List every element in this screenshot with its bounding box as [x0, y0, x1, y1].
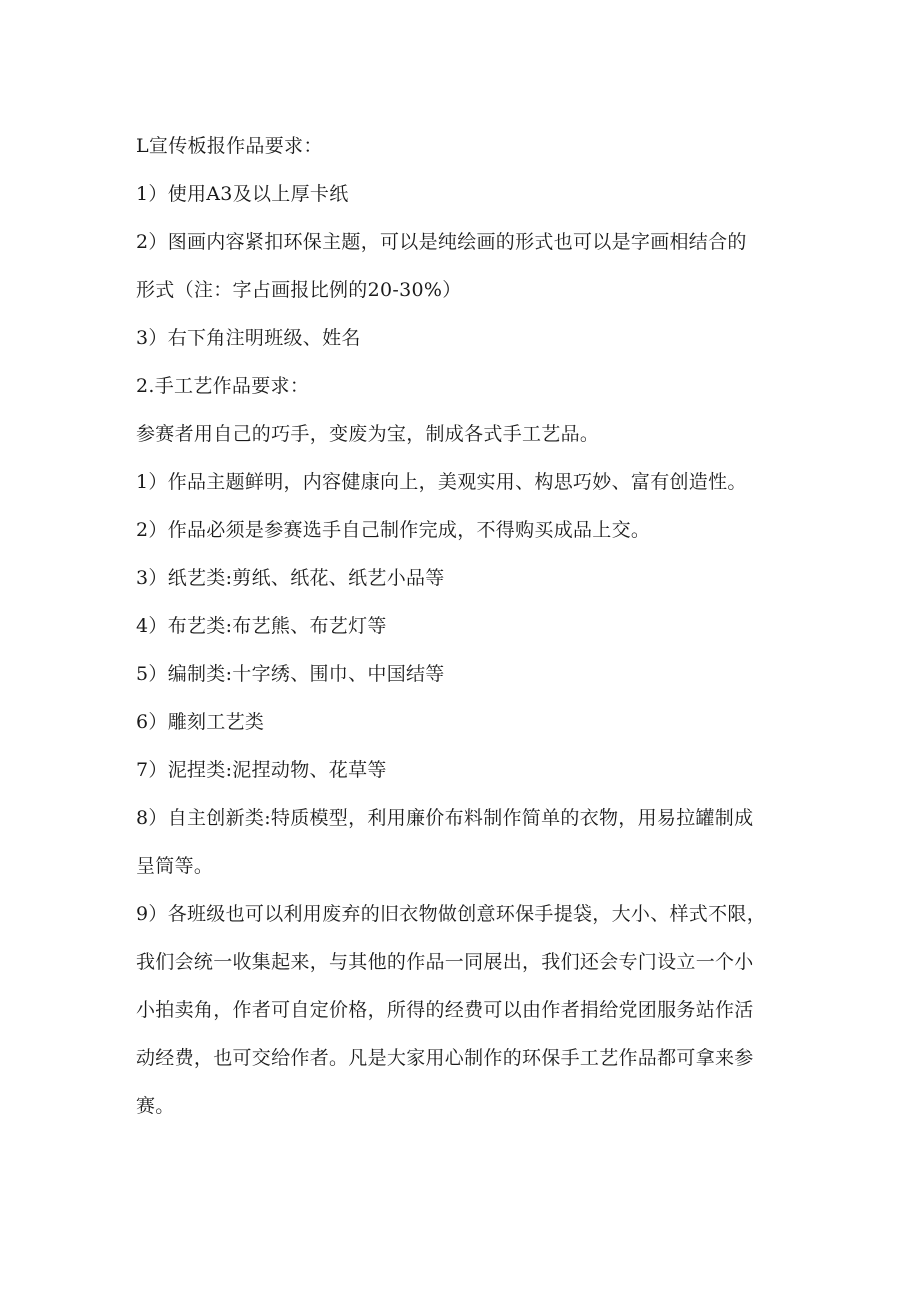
handicraft-rule-9-continued-3: 动经费，也可交给作者。凡是大家用心制作的环保手工艺作品都可拿来参	[136, 1047, 754, 1069]
handicraft-rule-6: 6）雕刻工艺类	[136, 711, 265, 733]
handicraft-rule-9-continued-2: 小拍卖角，作者可自定价格，所得的经费可以由作者捐给党团服务站作活	[136, 999, 754, 1021]
handicraft-rule-9: 9）各班级也可以利用废弃的旧衣物做创意环保手提袋，大小、样式不限，	[136, 903, 766, 925]
poster-rule-3: 3）右下角注明班级、姓名	[136, 327, 361, 349]
handicraft-rule-9-continued-1: 我们会统一收集起来，与其他的作品一同展出，我们还会专门设立一个小	[136, 951, 754, 973]
handicraft-rule-1: 1）作品主题鲜明，内容健康向上，美观实用、构思巧妙、富有创造性。	[136, 471, 747, 493]
handicraft-rule-5: 5）编制类:十字绣、围巾、中国结等	[136, 663, 445, 685]
handicraft-rule-4: 4）布艺类:布艺熊、布艺灯等	[136, 615, 387, 637]
poster-rule-1: 1）使用A3及以上厚卡纸	[136, 183, 349, 205]
document-body	[136, 122, 806, 1130]
handicraft-rule-8-continued: 呈筒等。	[136, 855, 214, 877]
handicraft-rule-8: 8）自主创新类:特质模型，利用廉价布料制作简单的衣物，用易拉罐制成	[136, 807, 754, 829]
section-heading-poster: L宣传板报作品要求：	[136, 135, 323, 157]
poster-rule-2-continued: 形式（注：字占画报比例的20-30%）	[136, 279, 462, 301]
handicraft-rule-2: 2）作品必须是参赛选手自己制作完成，不得购买成品上交。	[136, 519, 651, 541]
poster-rule-2: 2）图画内容紧扣环保主题，可以是纯绘画的形式也可以是字画相结合的	[136, 231, 747, 253]
handicraft-rule-3: 3）纸艺类:剪纸、纸花、纸艺小品等	[136, 567, 445, 589]
handicraft-rule-7: 7）泥捏类:泥捏动物、花草等	[136, 759, 387, 781]
handicraft-rule-9-continued-4: 赛。	[136, 1095, 175, 1117]
section-heading-handicraft: 2.手工艺作品要求：	[136, 375, 310, 397]
handicraft-intro: 参赛者用自己的巧手，变废为宝，制成各式手工艺品。	[136, 423, 600, 445]
